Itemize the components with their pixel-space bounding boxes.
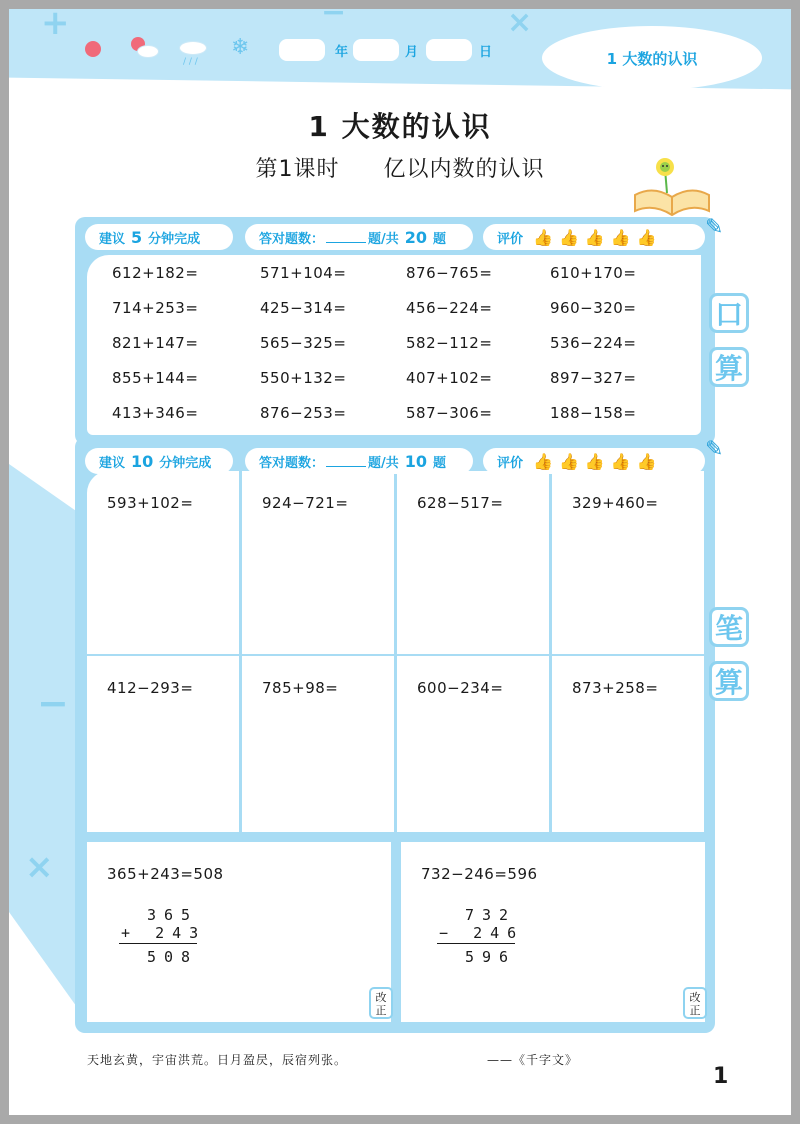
problem-item: 407+102= — [406, 369, 493, 387]
problem-item: 612+182= — [112, 264, 199, 282]
thumbs-up-icon[interactable]: 👍 — [610, 451, 631, 471]
rainy-icon: / / / — [177, 39, 209, 69]
problem-item: 425−314= — [260, 299, 347, 317]
written-problem-cell[interactable]: 785+98= — [242, 656, 394, 832]
month-label: 月 — [405, 45, 419, 60]
thumbs-up-icon[interactable]: 👍 — [584, 451, 605, 471]
day-label: 日 — [479, 45, 493, 60]
vertical-rule — [119, 943, 197, 944]
problem-item: 550+132= — [260, 369, 347, 387]
correction-equation: 732−246=596 — [421, 865, 538, 883]
written-label-char-2: 算 — [709, 661, 749, 701]
vertical-operand-bottom: − 246 — [439, 924, 525, 942]
pencil-icon: ✎ — [705, 215, 724, 240]
problem-item: 536−224= — [550, 334, 637, 352]
footer-quote: 天地玄黄，宇宙洪荒。日月盈昃，辰宿列张。 — [87, 1053, 348, 1067]
problem-item: 565−325= — [260, 334, 347, 352]
problem-item: 188−158= — [550, 404, 637, 422]
problem-item: 610+170= — [550, 264, 637, 282]
times-icon: × — [507, 9, 533, 40]
workbook-page — [9, 9, 791, 1115]
problem-item: 582−112= — [406, 334, 493, 352]
page-title: 1 大数的认识 — [308, 110, 492, 143]
thumbs-up-icon[interactable]: 👍 — [533, 227, 553, 247]
written-correct-blank[interactable] — [326, 455, 366, 467]
problem-item: 855+144= — [112, 369, 199, 387]
problem-item: 876−765= — [406, 264, 493, 282]
written-score-bar: 答对题数： 题/共 10 题 — [245, 448, 473, 474]
problem-item: 821+147= — [112, 334, 199, 352]
oral-label-char-2: 算 — [709, 347, 749, 387]
written-problem-cell[interactable]: 600−234= — [397, 656, 549, 832]
header-unit-badge: 1 大数的认识 — [542, 26, 762, 90]
written-problem-cell[interactable]: 329+460= — [552, 471, 704, 654]
minus-icon: − — [321, 9, 347, 30]
thumbs-up-icon[interactable]: 👍 — [636, 227, 657, 247]
written-problem-cell[interactable]: 924−721= — [242, 471, 394, 654]
vertical-operand-bottom: + 243 — [121, 924, 207, 942]
correct-box[interactable]: 改正 — [369, 987, 393, 1019]
written-label-char-1: 笔 — [709, 607, 749, 647]
page-number: 1 — [713, 1064, 729, 1089]
thumbs-up-icon[interactable]: 👍 — [558, 451, 579, 471]
written-problem-cell[interactable]: 628−517= — [397, 471, 549, 654]
problem-item: 587−306= — [406, 404, 493, 422]
problem-item: 413+346= — [112, 404, 199, 422]
problem-item: 456−224= — [406, 299, 493, 317]
correction-equation: 365+243=508 — [107, 865, 224, 883]
vertical-result: 508 — [147, 948, 199, 966]
vertical-operand-top: 732 — [465, 906, 517, 924]
snow-icon: ❄ — [231, 35, 250, 60]
thumbs-up-icon[interactable]: 👍 — [610, 227, 631, 247]
lesson-topic: 亿以内数的认识 — [383, 157, 545, 182]
problem-item: 571+104= — [260, 264, 347, 282]
month-field[interactable] — [353, 39, 399, 61]
problem-item: 714+253= — [112, 299, 199, 317]
lesson-number: 第1课时 — [255, 157, 340, 182]
oral-label-char-1: 口 — [709, 293, 749, 333]
plus-icon: + — [41, 9, 70, 43]
year-label: 年 — [335, 45, 349, 60]
thumbs-up-icon[interactable]: 👍 — [584, 227, 605, 247]
written-problem-cell[interactable]: 873+258= — [552, 656, 704, 832]
year-field[interactable] — [279, 39, 325, 61]
pencil-icon: ✎ — [705, 437, 724, 462]
oral-time-bar: 建议 5 分钟完成 — [85, 224, 233, 250]
thumbs-up-icon[interactable]: 👍 — [636, 451, 657, 471]
vertical-rule — [437, 943, 515, 944]
thumbs-up-icon[interactable]: 👍 — [533, 451, 553, 471]
oral-score-bar: 答对题数： 题/共 20 题 — [245, 224, 473, 250]
partly-cloudy-icon — [127, 37, 161, 61]
written-problem-cell[interactable]: 412−293= — [87, 656, 239, 832]
problem-item: 897−327= — [550, 369, 637, 387]
written-rating-bar: 评价 👍 👍 👍 👍 👍 — [483, 448, 705, 474]
thumbs-up-icon[interactable]: 👍 — [558, 227, 579, 247]
book-flower-icon — [631, 155, 713, 221]
problem-item: 960−320= — [550, 299, 637, 317]
day-field[interactable] — [426, 39, 472, 61]
oral-correct-blank[interactable] — [326, 231, 366, 243]
minus-icon: − — [37, 681, 69, 725]
vertical-operand-top: 365 — [147, 906, 199, 924]
oral-problems-grid — [112, 264, 690, 425]
problem-item: 876−253= — [260, 404, 347, 422]
vertical-result: 596 — [465, 948, 517, 966]
times-icon: × — [25, 847, 54, 887]
sunny-icon — [85, 41, 101, 57]
oral-rating-bar: 评价 👍 👍 👍 👍 👍 — [483, 224, 705, 250]
correct-box[interactable]: 改正 — [683, 987, 707, 1019]
written-problem-cell[interactable]: 593+102= — [87, 471, 239, 654]
written-time-bar: 建议 10 分钟完成 — [85, 448, 233, 474]
footer-quote-source: ——《千字文》 — [487, 1053, 579, 1067]
